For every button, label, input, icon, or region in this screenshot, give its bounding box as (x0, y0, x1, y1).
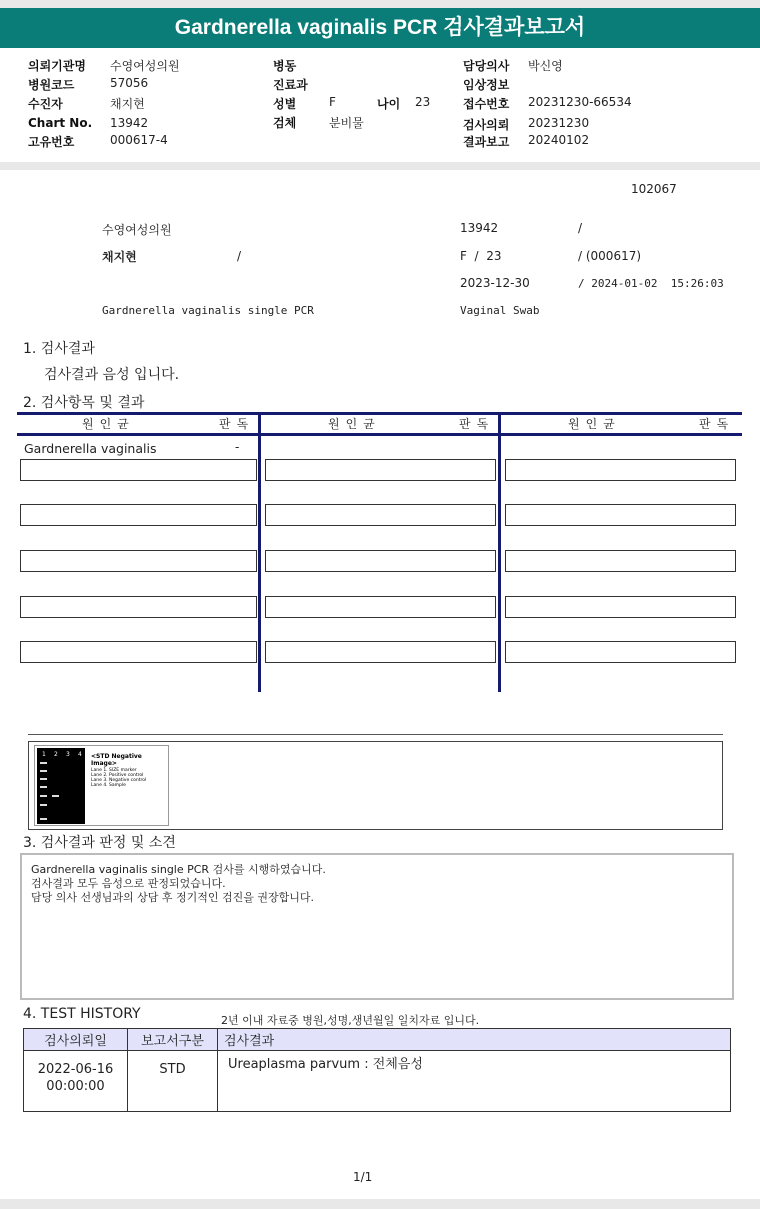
footer-strip (0, 1199, 760, 1209)
pathogen-name: Gardnerella vaginalis (24, 441, 157, 456)
history-col-result: 검사결과 (218, 1029, 731, 1051)
age-value: 23 (415, 95, 431, 109)
page-number: 1/1 (353, 1170, 373, 1184)
result-box (20, 596, 257, 618)
unique-label: 고유번호 (28, 135, 75, 149)
history-table (23, 1028, 731, 1112)
col-judgement-3: 판독 (699, 417, 735, 431)
history-header-row (24, 1029, 731, 1051)
institution-value: 수영여성의원 (110, 59, 180, 73)
clinical-label: 임상정보 (463, 78, 510, 92)
info-sex-age: F / 23 (460, 249, 502, 263)
result-box (20, 641, 257, 663)
col-pathogen-3: 원인균 (568, 417, 621, 431)
result-box (505, 641, 736, 663)
info-slash: / (578, 221, 583, 235)
opinion-line: Gardnerella vaginalis single PCR 검사를 시행하였습니다. (31, 863, 326, 876)
gel-band (40, 762, 47, 764)
section1-title: 1. 검사결과 (23, 341, 95, 357)
result-box (505, 550, 736, 572)
result-box (20, 459, 257, 481)
request-value: 20231230 (528, 116, 590, 130)
gel-image (34, 745, 169, 826)
lane-number: 1 (42, 751, 46, 758)
sex-label: 성별 (273, 97, 297, 111)
gel-lanes (37, 748, 85, 824)
history-date-cell (24, 1051, 128, 1112)
receipt-value: 20231230-66534 (528, 95, 632, 109)
col-judgement-1: 판독 (219, 417, 255, 431)
chart-value: 13942 (110, 116, 149, 130)
history-col-type: 보고서구분 (128, 1029, 218, 1051)
history-col-date: 검사의뢰일 (24, 1029, 128, 1051)
info-slash-2: / (237, 249, 242, 263)
result-box (265, 596, 496, 618)
gel-band (40, 786, 47, 788)
table-divider-2 (498, 412, 501, 692)
gel-legend: Lane 2. Positive control (91, 773, 144, 778)
receipt-label: 접수번호 (463, 97, 510, 111)
gel-legend: Lane 3. Negative control (91, 778, 147, 783)
report-title: Gardnerella vaginalis PCR 검사결과보고서 (0, 8, 760, 48)
table-row (24, 1051, 731, 1112)
section1-result: 검사결과 음성 입니다. (44, 367, 180, 383)
info-chart: 13942 (460, 221, 499, 235)
report-label: 결과보고 (463, 135, 510, 149)
info-request-date: 2023-12-30 (460, 276, 530, 290)
section3-title: 3. 검사결과 판정 및 소견 (23, 835, 176, 851)
gel-band (40, 818, 47, 820)
info-specimen: Vaginal Swab (460, 304, 540, 317)
ward-label: 병동 (273, 59, 297, 73)
lane-number: 2 (54, 751, 58, 758)
history-time: 00:00:00 (46, 1079, 105, 1094)
result-box (505, 596, 736, 618)
patient-value: 채지현 (110, 97, 145, 111)
result-box (505, 504, 736, 526)
opinion-line: 검사결과 모두 음성으로 판정되었습니다. (31, 877, 226, 890)
gel-legend: Lane 4. Sample (91, 783, 126, 788)
unique-value: 000617-4 (110, 133, 168, 147)
opinion-line: 담당 의사 선생님과의 상담 후 정기적인 검진을 권장합니다. (31, 891, 314, 904)
info-unique: / (000617) (578, 249, 642, 263)
gel-band (52, 795, 59, 797)
pathogen-result: - (235, 440, 240, 454)
gel-title: <STD Negative Image> (91, 753, 142, 767)
result-box (265, 550, 496, 572)
table-divider-1 (258, 412, 261, 692)
col-pathogen-1: 원인균 (82, 417, 135, 431)
result-box (265, 459, 496, 481)
header-separator (0, 162, 760, 170)
doctor-value: 박신영 (528, 59, 563, 73)
gel-band (40, 770, 47, 772)
history-note: 2년 이내 자료중 병원,성명,생년월일 일치자료 입니다. (221, 1014, 480, 1027)
specimen-label: 검체 (273, 116, 297, 130)
info-patient: 채지현 (102, 250, 137, 264)
doctor-label: 담당의사 (463, 59, 510, 73)
result-box (20, 550, 257, 572)
section2-title: 2. 검사항목 및 결과 (23, 395, 145, 411)
history-result: Ureaplasma parvum : 전체음성 (218, 1051, 731, 1112)
col-judgement-2: 판독 (459, 417, 495, 431)
image-rule (28, 734, 723, 735)
result-box (265, 504, 496, 526)
opinion-box (20, 853, 734, 1000)
col-pathogen-2: 원인균 (328, 417, 381, 431)
lane-number: 4 (78, 751, 82, 758)
dept-label: 진료과 (273, 78, 308, 92)
report-value: 20240102 (528, 133, 590, 147)
history-type: STD (128, 1051, 218, 1112)
info-test-name: Gardnerella vaginalis single PCR (102, 304, 314, 317)
specimen-value: 분비물 (329, 116, 364, 130)
institution-label: 의뢰기관명 (28, 59, 86, 73)
gel-band (40, 778, 47, 780)
gel-band (40, 795, 47, 797)
lane-number: 3 (66, 751, 70, 758)
chart-label: Chart No. (28, 116, 93, 130)
result-box (265, 641, 496, 663)
gel-band (40, 804, 47, 806)
report-code: 102067 (631, 182, 677, 196)
history-date: 2022-06-16 (37, 1062, 114, 1077)
table-header-rule (17, 433, 742, 436)
info-clinic: 수영여성의원 (102, 223, 172, 237)
hospital-code-label: 병원코드 (28, 78, 75, 92)
result-box (505, 459, 736, 481)
info-report-datetime: / 2024-01-02 15:26:03 (578, 277, 724, 290)
section4-title: 4. TEST HISTORY (23, 1006, 141, 1022)
gel-legend: Lane 1. SIZE marker (91, 768, 137, 773)
patient-label: 수진자 (28, 97, 63, 111)
hospital-code-value: 57056 (110, 76, 149, 90)
result-box (20, 504, 257, 526)
age-label: 나이 (377, 97, 401, 111)
request-label: 검사의뢰 (463, 118, 510, 132)
sex-value: F (329, 95, 336, 109)
top-strip (0, 0, 760, 8)
